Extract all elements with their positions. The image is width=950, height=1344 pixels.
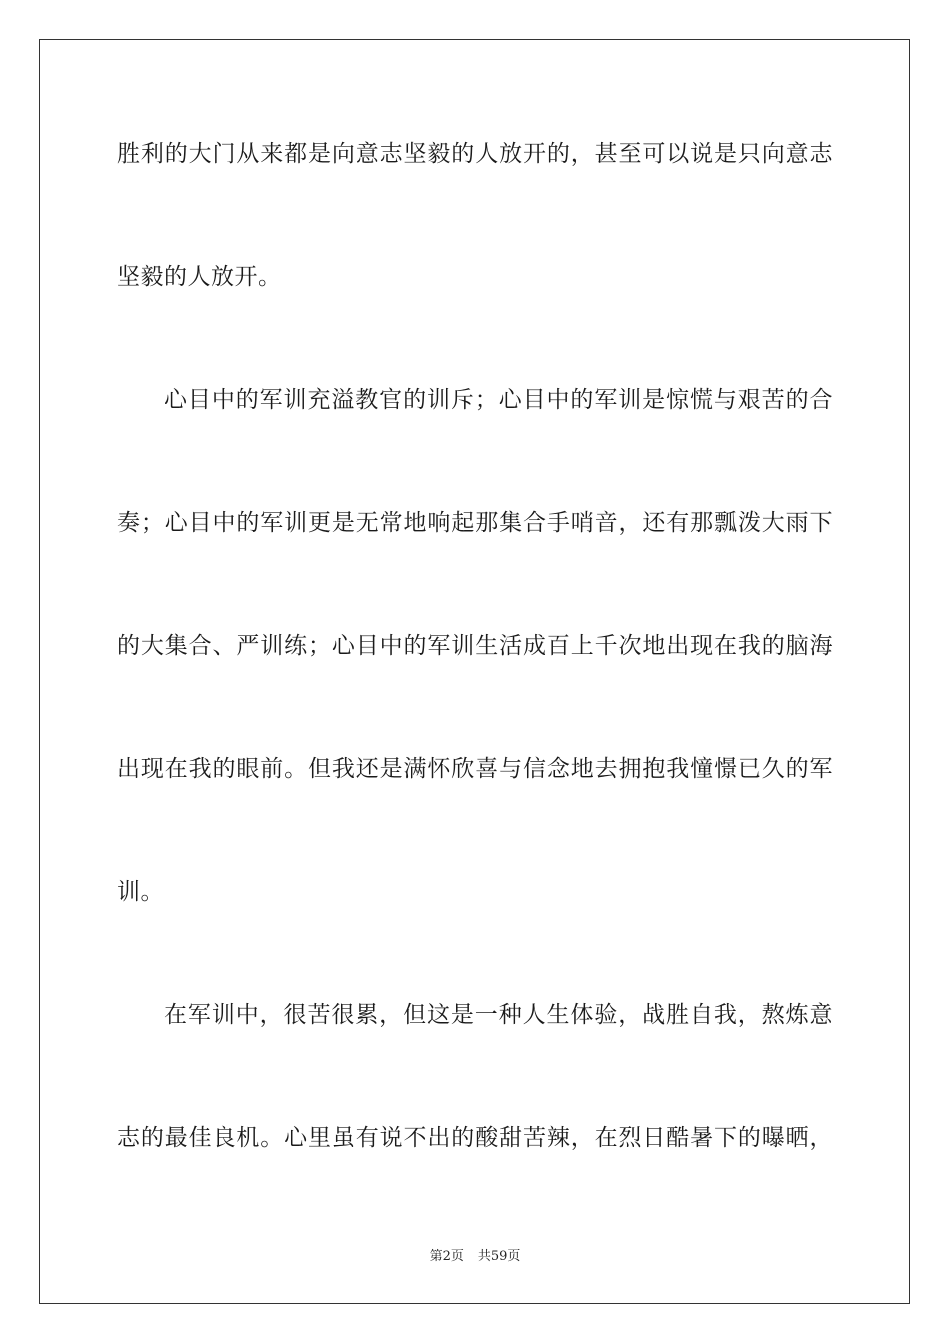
page-border bbox=[39, 39, 910, 1304]
paragraph-first-line: 在军训中，很苦很累，但这是一种人生体验，战胜自我，熬炼意 bbox=[164, 1002, 833, 1028]
paragraph-first-line: 心目中的军训充溢教官的训斥；心目中的军训是惊慌与艰苦的合 bbox=[164, 387, 833, 413]
body-text-line: 坚毅的人放开。 bbox=[117, 264, 282, 290]
body-text-line: 胜利的大门从来都是向意志坚毅的人放开的，甚至可以说是只向意志 bbox=[117, 141, 833, 167]
body-text-line: 训。 bbox=[117, 879, 164, 905]
body-text-line: 志的最佳良机。心里虽有说不出的酸甜苦辣，在烈日酷暑下的曝晒， bbox=[117, 1125, 833, 1151]
total-pages: 共59页 bbox=[477, 1249, 521, 1264]
page-number: 第2页 bbox=[429, 1249, 464, 1264]
body-text-line: 出现在我的眼前。但我还是满怀欣喜与信念地去拥抱我憧憬已久的军 bbox=[117, 756, 833, 782]
body-text-line: 的大集合、严训练；心目中的军训生活成百上千次地出现在我的脑海 bbox=[117, 633, 833, 659]
page-footer bbox=[0, 1247, 950, 1267]
body-text-line: 奏；心目中的军训更是无常地响起那集合手哨音，还有那瓢泼大雨下 bbox=[117, 510, 833, 536]
